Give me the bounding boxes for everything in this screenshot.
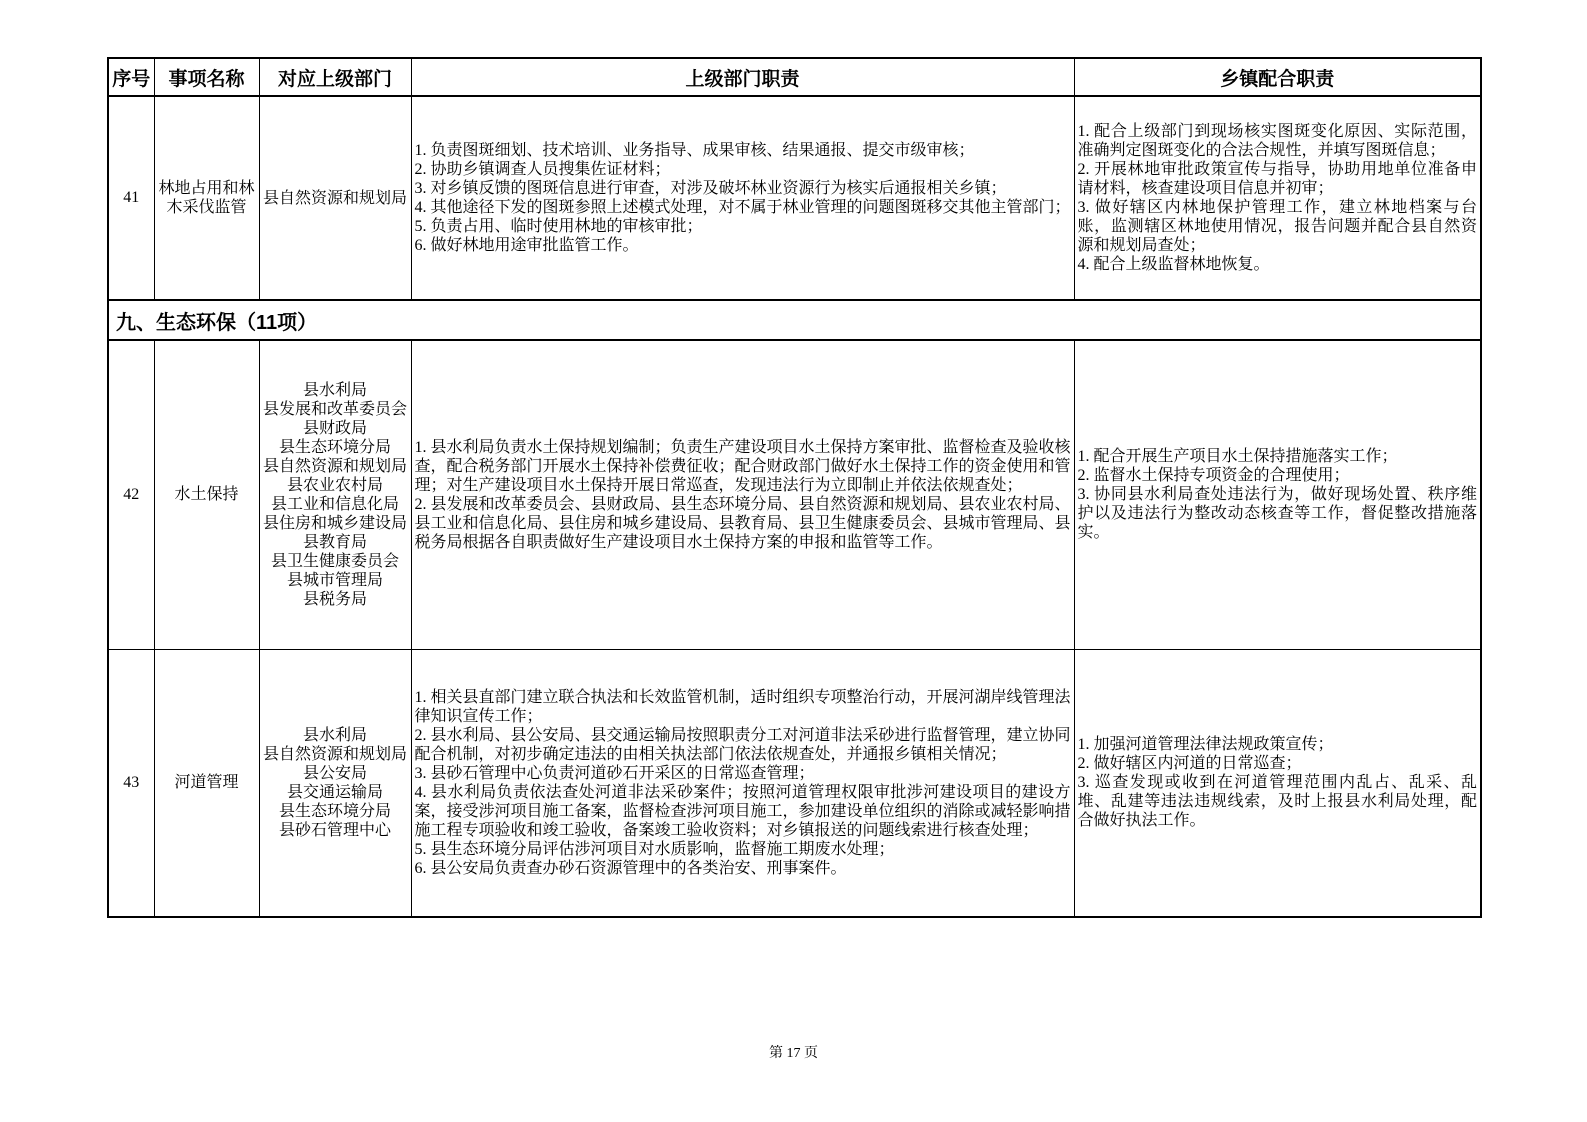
township-duty-item: 3. 做好辖区内林地保护管理工作，建立林地档案与台账，监测辖区林地使用情况，报告问题并配合县自然资源和规划局查处； (1077, 199, 1477, 254)
table-header-row (108, 58, 1481, 96)
departments-cell-42 (259, 340, 411, 649)
departments-cell-41 (259, 96, 411, 300)
superior-duty-item: 1. 负责图斑细划、技术培训、业务指导、成果审核、结果通报、提交市级审核； (414, 142, 975, 159)
item-name-cell-43: 河道管理 (154, 649, 259, 917)
township-duty-item: 2. 做好辖区内河道的日常巡查； (1077, 755, 1302, 773)
township-duty-item: 4. 配合上级监督林地恢复。 (1077, 256, 1270, 273)
department-line: 县教育局 (302, 533, 367, 551)
department-line: 县税务局 (302, 590, 367, 608)
departments-cell-43 (259, 649, 411, 917)
department-line: 县财政局 (302, 419, 367, 437)
township-duty-item: 2. 监督水土保持专项资金的合理使用； (1077, 467, 1350, 485)
seq-cell-43: 43 (108, 649, 154, 917)
department-line: 县生态环境分局 (278, 802, 391, 820)
section-header-row (108, 300, 1481, 340)
table-row-42 (108, 340, 1481, 649)
superior-duty-item: 2. 县发展和改革委员会、县财政局、县生态环境分局、县自然资源和规划局、县农业农村局、县工业和信息化局、县住房和城乡建设局、县教育局、县卫生健康委员会、县城市管理局、县税务局根据各自职责做好生产建设项目水土保持方案的申报和监管等工作。 (414, 495, 1071, 551)
department-line: 县自然资源和规划局 (262, 189, 407, 207)
superior-duty-item: 2. 协助乡镇调查人员搜集佐证材料； (414, 161, 671, 178)
superior-duty-item: 3. 对乡镇反馈的图斑信息进行审查，对涉及破坏林业资源行为核实后通报相关乡镇； (414, 180, 1007, 197)
superior-duty-item: 5. 负责占用、临时使用林地的审核审批； (414, 218, 703, 235)
header-township-duties: 乡镇配合职责 (1074, 58, 1481, 96)
department-line: 县发展和改革委员会 (262, 400, 407, 418)
township-duties-cell-42 (1074, 340, 1481, 649)
superior-duty-item: 4. 县水利局负责依法查处河道非法采砂案件；按照河道管理权限审批涉河建设项目的建设方案，接受涉河项目施工备案，监督检查涉河项目施工，参加建设单位组织的消除或减轻影响措施工程专项验收和竣工验收，备案竣工验收资料；对乡镇报送的问题线索进行核查处理； (414, 783, 1071, 839)
township-duty-item: 1. 配合上级部门到现场核实图斑变化原因、实际范围，准确判定图斑变化的合法合规性，并填写图斑信息； (1077, 123, 1477, 159)
department-line: 县自然资源和规划局 (262, 745, 407, 763)
department-line: 县公安局 (302, 764, 367, 782)
header-item-name: 事项名称 (154, 58, 259, 96)
header-superior-duties: 上级部门职责 (411, 58, 1074, 96)
seq-cell-42: 42 (108, 340, 154, 649)
township-duty-item: 2. 开展林地审批政策宣传与指导，协助用地单位准备申请材料，核查建设项目信息并初审； (1077, 161, 1477, 197)
superior-duty-item: 5. 县生态环境分局评估涉河项目对水质影响，监督施工期废水处理； (414, 840, 895, 858)
superior-duty-item: 1. 县水利局负责水土保持规划编制；负责生产建设项目水土保持方案审批、监督检查及验收核查，配合税务部门开展水土保持补偿费征收；配合财政部门做好水土保持工作的资金使用和管理；对生产建设项目水土保持开展日常巡查，发现违法行为立即制止并依法依规查处； (414, 438, 1071, 494)
header-superior-department: 对应上级部门 (259, 58, 411, 96)
township-duty-item: 1. 加强河道管理法律法规政策宣传； (1077, 736, 1334, 754)
department-line: 县城市管理局 (286, 571, 383, 589)
township-duties-cell-41 (1074, 96, 1481, 300)
department-line: 县砂石管理中心 (278, 821, 391, 839)
department-line: 县住房和城乡建设局 (262, 514, 407, 532)
township-duties-cell-43 (1074, 649, 1481, 917)
department-line: 县水利局 (302, 726, 367, 744)
item-name-cell-42: 水土保持 (154, 340, 259, 649)
superior-duty-item: 6. 做好林地用途审批监管工作。 (414, 237, 639, 254)
page-number: 第 17 页 (769, 1046, 818, 1061)
department-line: 县交通运输局 (286, 783, 383, 801)
superior-duties-cell-42 (411, 340, 1074, 649)
section-title: 九、生态环保（11项） (108, 300, 1481, 340)
seq-cell-41: 41 (108, 96, 154, 300)
department-line: 县自然资源和规划局 (262, 457, 407, 475)
superior-duties-cell-43 (411, 649, 1074, 917)
superior-duty-item: 4. 其他途径下发的图斑参照上述模式处理，对不属于林业管理的问题图斑移交其他主管部门； (414, 199, 1071, 216)
township-duty-item: 3. 协同县水利局查处违法行为，做好现场处置、秩序维护以及违法行为整改动态核查等工作，督促整改措施落实。 (1077, 486, 1477, 542)
superior-duty-item: 2. 县水利局、县公安局、县交通运输局按照职责分工对河道非法采砂进行监督管理，建立协同配合机制，对初步确定违法的由相关执法部门依法依规查处，并通报乡镇相关情况； (414, 726, 1071, 763)
superior-duties-cell-41 (411, 96, 1074, 300)
superior-duty-item: 1. 相关县直部门建立联合执法和长效监管机制，适时组织专项整治行动，开展河湖岸线管理法律知识宣传工作； (414, 688, 1071, 725)
item-name-cell-41: 林地占用和林木采伐监管 (154, 96, 259, 300)
header-seq: 序号 (108, 58, 154, 96)
department-line: 县生态环境分局 (278, 438, 391, 456)
superior-duty-item: 6. 县公安局负责查办砂石资源管理中的各类治安、刑事案件。 (414, 859, 847, 877)
table-row-41 (108, 96, 1481, 300)
department-line: 县工业和信息化局 (270, 495, 399, 513)
township-duty-item: 3. 巡查发现或收到在河道管理范围内乱占、乱采、乱堆、乱建等违法违规线索，及时上报县水利局处理，配合做好执法工作。 (1077, 774, 1477, 830)
township-duty-item: 1. 配合开展生产项目水土保持措施落实工作； (1077, 448, 1398, 466)
department-line: 县卫生健康委员会 (270, 552, 399, 570)
table-row-43 (108, 649, 1481, 917)
duties-table (107, 57, 1482, 918)
department-line: 县水利局 (302, 381, 367, 399)
department-line: 县农业农村局 (286, 476, 383, 494)
superior-duty-item: 3. 县砂石管理中心负责河道砂石开采区的日常巡查管理； (414, 764, 815, 782)
